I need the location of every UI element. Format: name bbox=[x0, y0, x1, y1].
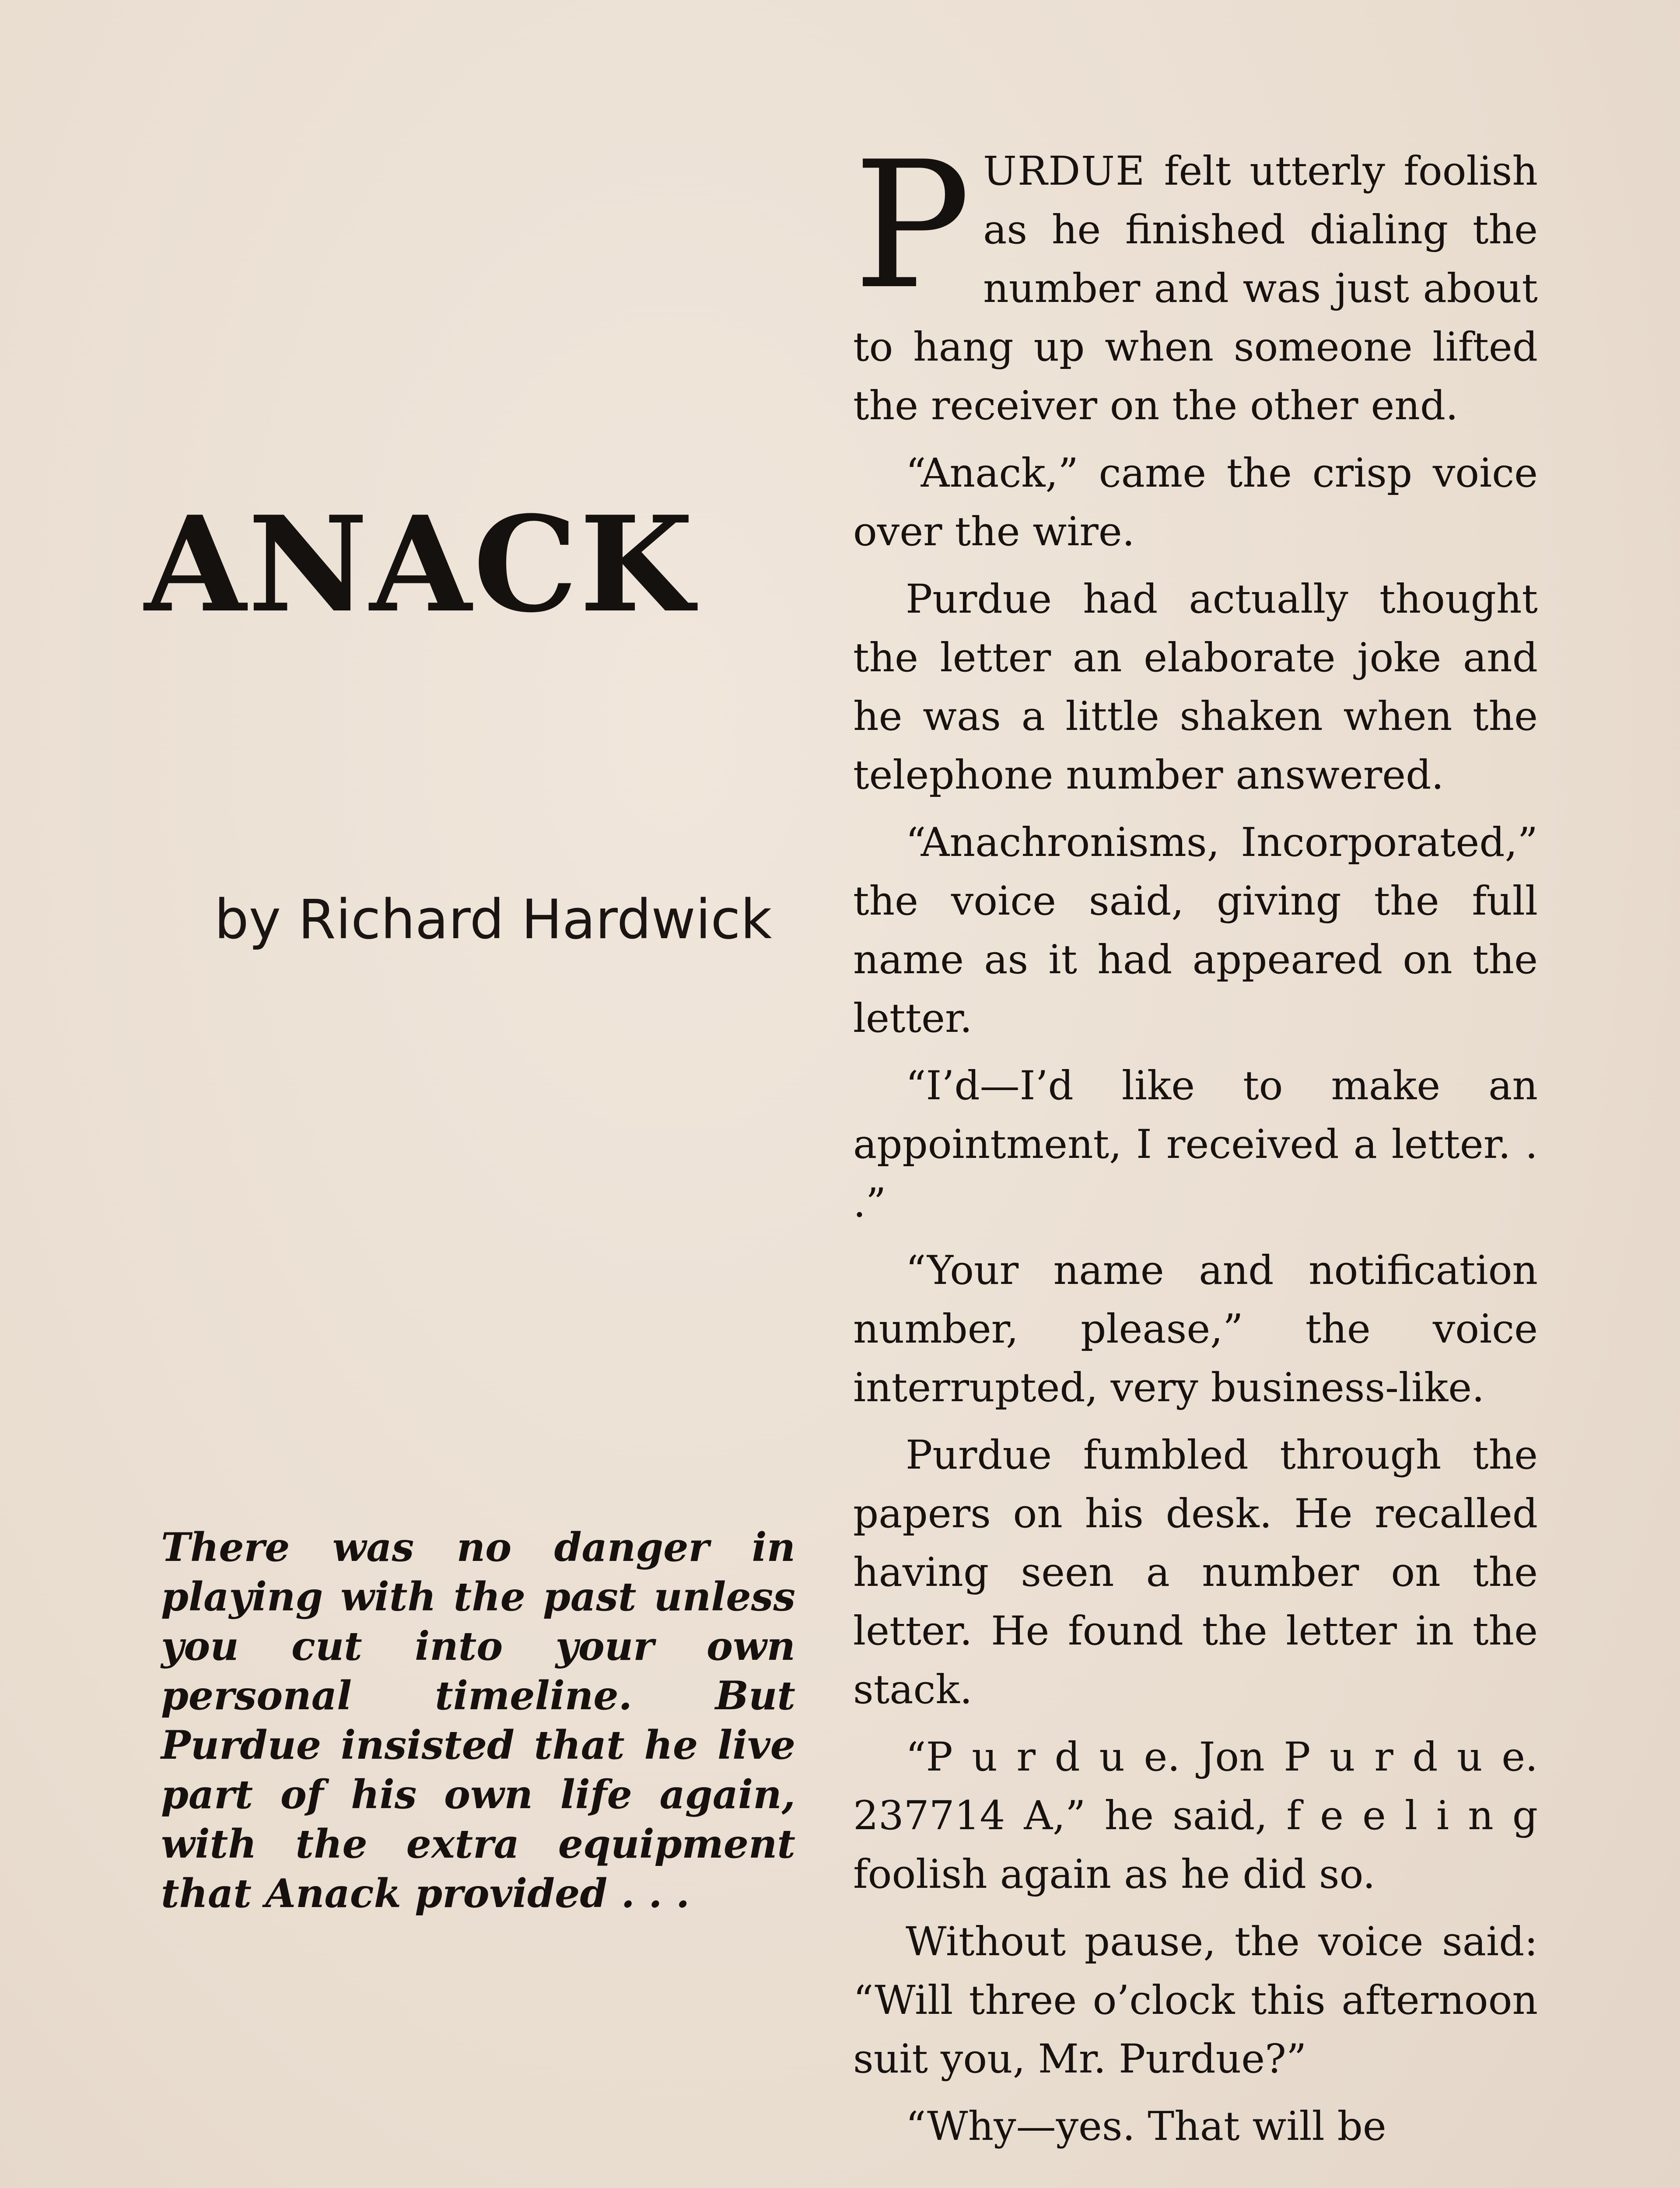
lead-word: URDUE bbox=[983, 148, 1146, 194]
story-blurb: There was no danger in playing with the past unless you cut into your own personal timeline. But Purdue insisted that he live part of his own life again, with the extra equipment that Anack provided . . . bbox=[161, 1524, 795, 1917]
paragraph-10: “Why—yes. That will be bbox=[906, 2104, 1386, 2149]
paragraph-4: “Anachronisms, Incorporated,” the voice said, giving the full name as it had appeared on the letter. bbox=[853, 820, 1538, 1041]
paragraph-2: “Anack,” came the crisp voice over the wire. bbox=[853, 450, 1538, 555]
story-byline: by Richard Hardwick bbox=[214, 888, 772, 951]
story-body-column bbox=[853, 124, 1538, 2165]
paragraph-8: “P u r d u e. Jon P u r d u e. 237714 A,” he said, f e e l i n g foolish again as he did so. bbox=[853, 1734, 1538, 1897]
paragraph-6: “Your name and notification number, please,” the voice interrupted, very business-like. bbox=[853, 1248, 1538, 1411]
paragraph-1-text: felt utterly foolish as he finished dialing the number and was just about to hang up when someone lifted the receiver on the other end. bbox=[853, 148, 1538, 429]
paragraph-3: Purdue had actually thought the letter an elaborate joke and he was a little shaken when the telephone number answered. bbox=[853, 576, 1538, 798]
paragraph-9: Without pause, the voice said: “Will three o’clock this afternoon suit you, Mr. Purdue?” bbox=[853, 1919, 1538, 2082]
story-title: ANACK bbox=[144, 487, 696, 642]
paragraph-5: “I’d—I’d like to make an appointment, I received a letter. . .” bbox=[853, 1063, 1538, 1226]
paragraph-7: Purdue fumbled through the papers on his desk. He recalled having seen a number on the letter. He found the letter in the stack. bbox=[853, 1432, 1538, 1713]
drop-cap: P bbox=[853, 124, 971, 328]
paragraph-1 bbox=[853, 124, 1538, 435]
